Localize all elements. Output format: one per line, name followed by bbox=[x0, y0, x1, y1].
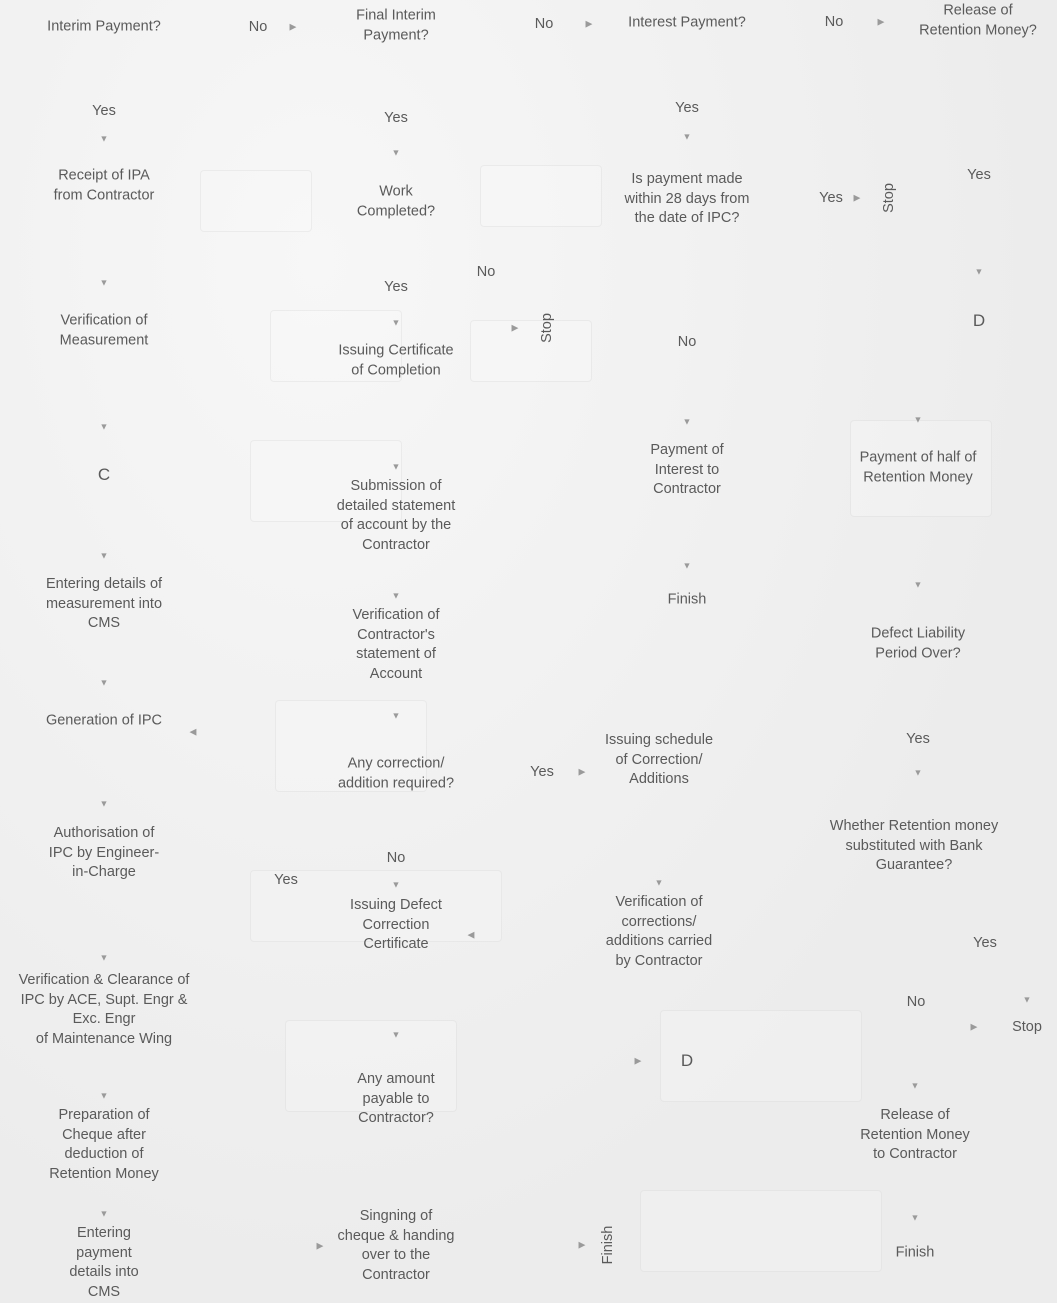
arrow-down-icon: ▼ bbox=[391, 147, 401, 158]
arrow-right-icon: ▶ bbox=[511, 322, 519, 333]
issuing-schedule-node: Issuing schedule of Correction/ Additions bbox=[604, 731, 714, 787]
finish-terminal: Finish bbox=[895, 1244, 935, 1261]
no-label: No bbox=[476, 264, 496, 280]
faded-background-box bbox=[470, 320, 592, 382]
arrow-left-icon: ◀ bbox=[189, 726, 197, 737]
arrow-down-icon: ▼ bbox=[910, 1212, 920, 1223]
yes-label: Yes bbox=[530, 764, 554, 780]
arrow-down-icon: ▼ bbox=[99, 1208, 109, 1219]
arrow-right-icon: ▶ bbox=[578, 1239, 586, 1250]
yes-label: Yes bbox=[274, 872, 298, 888]
arrow-down-icon: ▼ bbox=[391, 590, 401, 601]
yes-label: Yes bbox=[819, 190, 843, 206]
connector-d: D bbox=[680, 1051, 694, 1070]
verification-contractor-statement-node: Verification of Contractor's statement of Account bbox=[352, 607, 440, 682]
arrow-down-icon: ▼ bbox=[682, 416, 692, 427]
finish-terminal: Finish bbox=[667, 591, 707, 608]
stop-terminal: Stop bbox=[1012, 1019, 1042, 1035]
arrow-down-icon: ▼ bbox=[99, 952, 109, 963]
payment-interest-node: Payment of Interest to Contractor bbox=[650, 441, 724, 497]
faded-background-box bbox=[200, 170, 312, 232]
yes-label: Yes bbox=[675, 100, 699, 116]
faded-background-box bbox=[640, 1190, 882, 1272]
arrow-down-icon: ▼ bbox=[391, 710, 401, 721]
verification-measurement-node: Verification of Measurement bbox=[59, 312, 149, 348]
verification-corrections-node: Verification of corrections/ additions carried by Contractor bbox=[605, 894, 713, 969]
arrow-right-icon: ▶ bbox=[289, 21, 297, 32]
submission-statement-node: Submission of detailed statement of account by the Contractor bbox=[336, 478, 456, 553]
arrow-right-icon: ▶ bbox=[970, 1021, 978, 1032]
arrow-down-icon: ▼ bbox=[682, 560, 692, 571]
interest-payment-decision: Interest Payment? bbox=[628, 14, 746, 31]
arrow-down-icon: ▼ bbox=[99, 1090, 109, 1101]
arrow-down-icon: ▼ bbox=[974, 266, 984, 277]
entering-measurement-cms-node: Entering details of measurement into CMS bbox=[45, 575, 163, 631]
preparation-cheque-node: Preparation of Cheque after deduction of Retention Money bbox=[49, 1107, 159, 1182]
no-label: No bbox=[906, 994, 926, 1010]
release-retention-contractor-node: Release of Retention Money to Contractor bbox=[860, 1106, 970, 1162]
arrow-right-icon: ▶ bbox=[877, 16, 885, 27]
entering-payment-cms-node: Entering payment details into CMS bbox=[69, 1225, 139, 1300]
yes-label: Yes bbox=[906, 731, 930, 747]
arrow-down-icon: ▼ bbox=[913, 579, 923, 590]
any-amount-payable-decision: Any amount payable to Contractor? bbox=[357, 1070, 435, 1126]
release-retention-decision: Release of Retention Money? bbox=[919, 2, 1037, 38]
arrow-down-icon: ▼ bbox=[1022, 994, 1032, 1005]
arrow-right-icon: ▶ bbox=[578, 766, 586, 777]
faded-background-box bbox=[480, 165, 602, 227]
yes-label: Yes bbox=[384, 279, 408, 295]
arrow-left-icon: ◀ bbox=[467, 929, 475, 940]
yes-label: Yes bbox=[967, 167, 991, 183]
arrow-down-icon: ▼ bbox=[391, 317, 401, 328]
no-label: No bbox=[386, 850, 406, 866]
finish-terminal: Finish bbox=[600, 1225, 616, 1265]
arrow-down-icon: ▼ bbox=[913, 414, 923, 425]
arrow-right-icon: ▶ bbox=[585, 18, 593, 29]
connector-d: D bbox=[972, 311, 986, 330]
issuing-certificate-completion-node: Issuing Certificate of Completion bbox=[338, 342, 454, 378]
final-interim-payment-decision: Final Interim Payment? bbox=[356, 7, 436, 43]
yes-label: Yes bbox=[92, 103, 116, 119]
signing-cheque-node: Singning of cheque & handing over to the Contractor bbox=[337, 1208, 455, 1283]
generation-ipc-node: Generation of IPC bbox=[45, 712, 163, 729]
yes-label: Yes bbox=[973, 935, 997, 951]
arrow-down-icon: ▼ bbox=[910, 1080, 920, 1091]
interim-payment-decision: Interim Payment? bbox=[47, 18, 161, 35]
arrow-down-icon: ▼ bbox=[99, 798, 109, 809]
issuing-defect-certificate-node: Issuing Defect Correction Certificate bbox=[350, 896, 442, 952]
arrow-down-icon: ▼ bbox=[99, 550, 109, 561]
arrow-right-icon: ▶ bbox=[634, 1055, 642, 1066]
connector-c: C bbox=[97, 465, 111, 484]
no-label: No bbox=[248, 19, 268, 35]
arrow-down-icon: ▼ bbox=[654, 877, 664, 888]
arrow-down-icon: ▼ bbox=[99, 421, 109, 432]
no-label: No bbox=[677, 334, 697, 350]
receipt-ipa-node: Receipt of IPA from Contractor bbox=[53, 167, 155, 203]
arrow-right-icon: ▶ bbox=[316, 1240, 324, 1251]
arrow-down-icon: ▼ bbox=[391, 879, 401, 890]
arrow-down-icon: ▼ bbox=[682, 131, 692, 142]
authorisation-ipc-node: Authorisation of IPC by Engineer- in-Charge bbox=[48, 824, 160, 880]
arrow-down-icon: ▼ bbox=[391, 1029, 401, 1040]
arrow-right-icon: ▶ bbox=[853, 192, 861, 203]
arrow-down-icon: ▼ bbox=[99, 277, 109, 288]
verification-clearance-node: Verification & Clearance of IPC by ACE, Supt. Engr & Exc. Engr of Maintenance Wing bbox=[18, 972, 190, 1047]
retention-bank-guarantee-decision: Whether Retention money substituted with Bank Guarantee? bbox=[829, 817, 999, 873]
payment-half-retention-node: Payment of half of Retention Money bbox=[859, 449, 977, 485]
yes-label: Yes bbox=[384, 110, 408, 126]
arrow-down-icon: ▼ bbox=[391, 461, 401, 472]
work-completed-decision: Work Completed? bbox=[356, 183, 436, 219]
stop-terminal: Stop bbox=[539, 313, 555, 343]
defect-liability-decision: Defect Liability Period Over? bbox=[870, 625, 966, 661]
any-correction-decision: Any correction/ addition required? bbox=[337, 755, 455, 791]
no-label: No bbox=[534, 16, 554, 32]
arrow-down-icon: ▼ bbox=[913, 767, 923, 778]
arrow-down-icon: ▼ bbox=[99, 677, 109, 688]
stop-terminal: Stop bbox=[881, 183, 897, 213]
no-label: No bbox=[824, 14, 844, 30]
arrow-down-icon: ▼ bbox=[99, 133, 109, 144]
payment-28-days-decision: Is payment made within 28 days from the date of IPC? bbox=[624, 170, 750, 226]
